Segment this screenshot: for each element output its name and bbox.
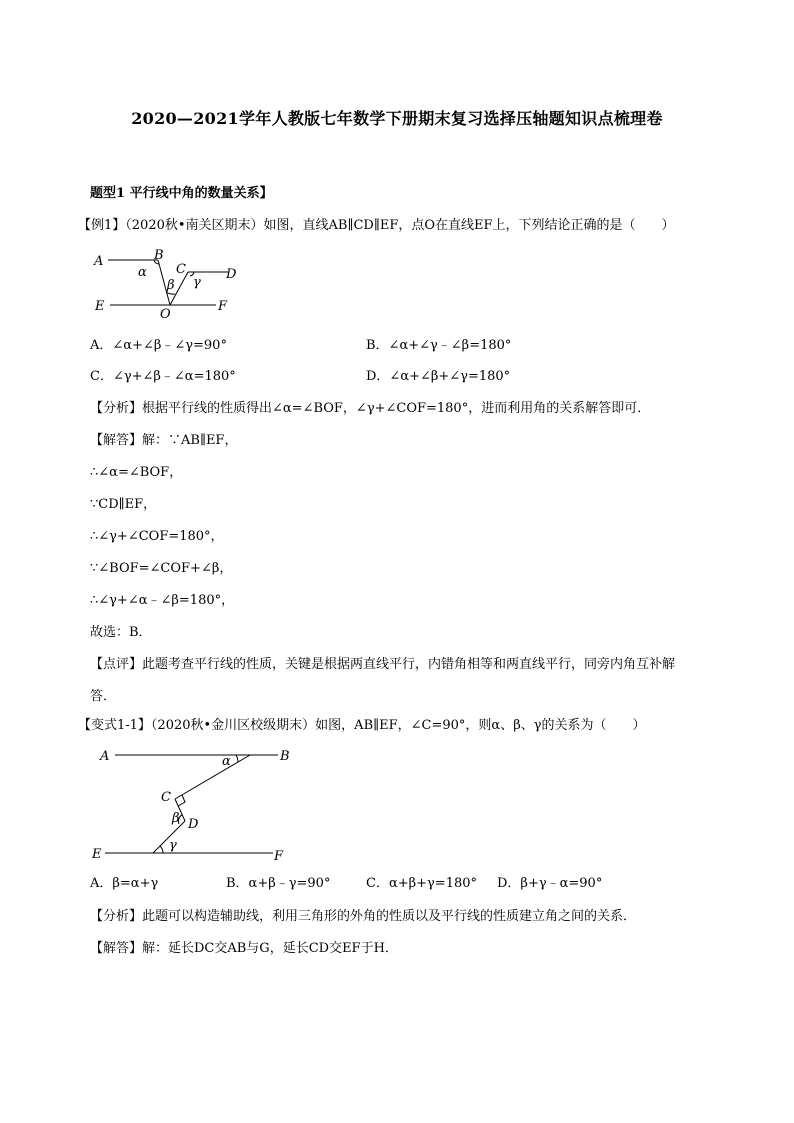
- example1-analysis: 【分析】根据平行线的性质得出∠α=∠BOF，∠γ+∠COF=180°，进而利用角的关系解答即可．: [90, 401, 651, 416]
- label-b: B: [154, 248, 164, 263]
- label-f: F: [274, 849, 284, 864]
- example1-stem: 【例1】（2020秋•南关区期末）如图，直线AB∥CD∥EF，点O在直线EF上，下列结论正确的是（ ）: [78, 218, 675, 233]
- variant1-figure: [90, 744, 300, 866]
- example1-solution-line: ∵∠BOF=∠COF+∠β，: [90, 561, 233, 576]
- section-heading: 题型1 平行线中角的数量关系】: [90, 186, 273, 201]
- label-e: E: [92, 847, 102, 862]
- example1-comment-cont: 答．: [90, 689, 117, 704]
- angle-alpha-arc: [236, 755, 238, 762]
- variant1-option-b: B．α+β﹣γ=90°: [226, 876, 331, 891]
- example1-solution-line: ∴∠γ+∠α﹣∠β=180°，: [90, 593, 235, 608]
- label-beta: β: [172, 811, 180, 826]
- label-gamma: γ: [193, 275, 201, 290]
- label-alpha: α: [222, 754, 231, 769]
- label-e: E: [95, 299, 105, 314]
- example1-option-b: B．∠α+∠γ﹣∠β=180°: [366, 338, 512, 353]
- variant1-option-d: D．β+γ﹣α=90°: [497, 876, 603, 891]
- example1-solution-line: ∵CD∥EF，: [90, 497, 157, 512]
- label-a: A: [100, 749, 110, 764]
- label-b: B: [280, 749, 290, 764]
- example1-answer: 故选：B．: [90, 625, 152, 640]
- label-d: D: [226, 267, 237, 282]
- example1-option-a: A．∠α+∠β﹣∠γ=90°: [90, 338, 227, 353]
- variant1-option-a: A．β=α+γ: [90, 876, 159, 891]
- label-c: C: [161, 790, 171, 805]
- example1-solution-line: ∴∠γ+∠COF=180°，: [90, 529, 224, 544]
- label-o: O: [160, 307, 171, 322]
- variant1-option-c: C．α+β+γ=180°: [366, 876, 478, 891]
- variant1-stem: 【变式1-1】（2020秋•金川区校级期末）如图，AB∥EF，∠C=90°，则α、β、γ的关系为（ ）: [78, 718, 646, 733]
- example1-solution-line: ∴∠α=∠BOF，: [90, 465, 183, 480]
- label-beta: β: [167, 278, 175, 293]
- example1-figure: [90, 248, 250, 322]
- label-d: D: [188, 817, 199, 832]
- document-title: 2020—2021学年人教版七年数学下册期末复习选择压轴题知识点梳理卷: [131, 109, 663, 128]
- example1-option-d: D．∠α+∠β+∠γ=180°: [366, 369, 511, 384]
- label-alpha: α: [138, 265, 147, 280]
- variant1-analysis: 【分析】此题可以构造辅助线，利用三角形的外角的性质以及平行线的性质建立角之间的关系．: [90, 909, 637, 924]
- variant1-solution: 【解答】解：延长DC交AB与G，延长CD交EF于H．: [90, 941, 398, 956]
- segment-bc: [175, 755, 250, 799]
- label-c: C: [176, 262, 186, 277]
- label-a: A: [94, 254, 104, 269]
- label-gamma: γ: [169, 838, 177, 853]
- label-f: F: [218, 299, 228, 314]
- angle-gamma-arc: [160, 846, 163, 853]
- example1-solution-line: 【解答】解：∵AB∥EF，: [90, 433, 238, 448]
- example1-comment: 【点评】此题考查平行线的性质，关键是根据两直线平行，内错角相等和两直线平行，同旁内角互补解: [90, 657, 676, 672]
- example1-option-c: C．∠γ+∠β﹣∠α=180°: [90, 369, 236, 384]
